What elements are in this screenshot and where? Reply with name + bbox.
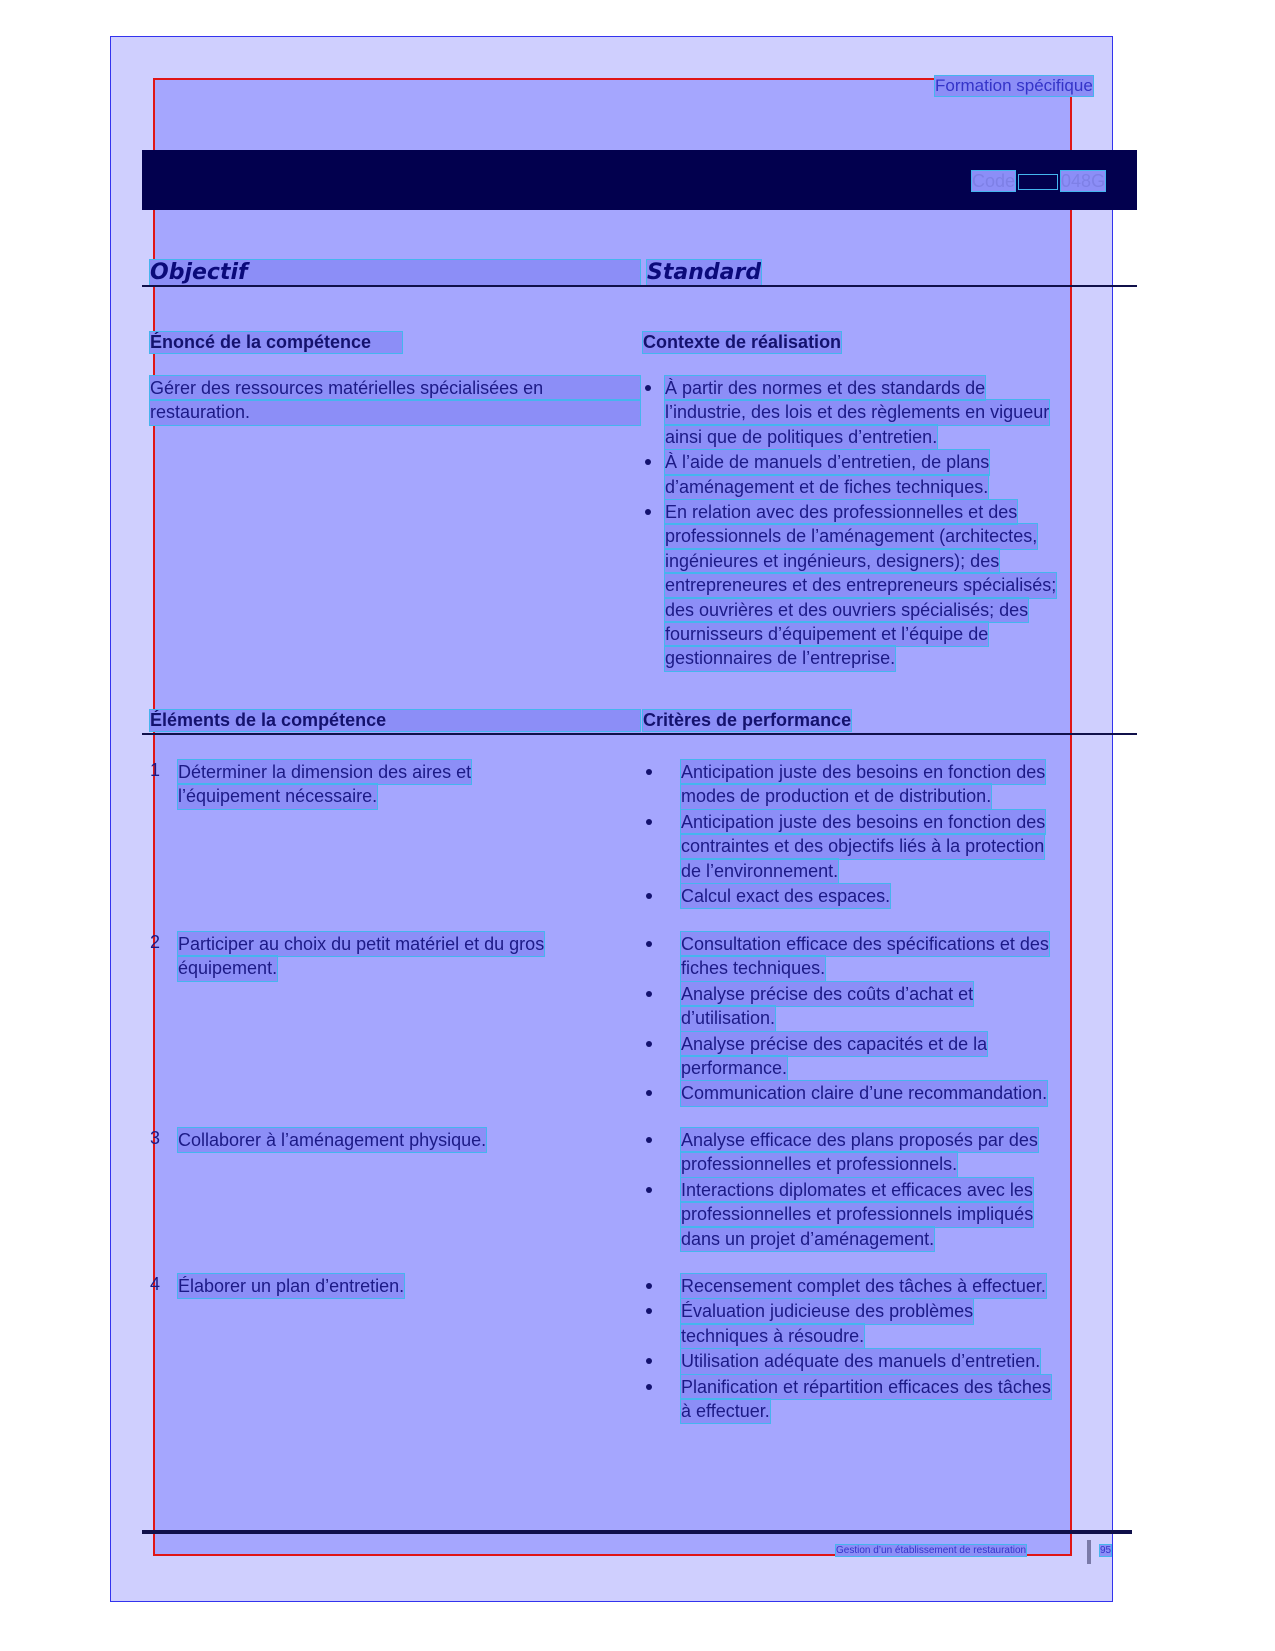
criteres-title: Critères de performance (643, 710, 852, 730)
element-line: Participer au choix du petit matériel et du gros (178, 932, 544, 956)
criterion-line: à effectuer. (681, 1399, 770, 1423)
criterion-line: d’utilisation. (681, 1006, 775, 1030)
criteria-list (643, 932, 1113, 1107)
contexte-line: fournisseurs d’équipement et l’équipe de (665, 622, 988, 646)
contexte-title: Contexte de réalisation (643, 332, 842, 352)
criterion-line: Communication claire d’une recommandation. (681, 1081, 1047, 1105)
criterion-line: Évaluation judicieuse des problèmes (681, 1299, 973, 1323)
bullet-icon (646, 991, 652, 997)
criterion-line: performance. (681, 1056, 787, 1080)
bullet-icon (646, 893, 652, 899)
criterion-item (643, 1178, 1113, 1251)
element-number: 2 (150, 932, 161, 952)
criterion-item (643, 1032, 1113, 1081)
contexte-line: ingénieures et ingénieurs, designers); des (665, 549, 999, 573)
bullet-icon (646, 1041, 652, 1047)
element-line: Collaborer à l’aménagement physique. (178, 1128, 486, 1152)
element-line: Élaborer un plan d’entretien. (178, 1274, 404, 1298)
contexte-item (643, 500, 1113, 671)
contexte-line: d’aménagement et de fiches techniques. (665, 475, 988, 499)
element-text (178, 1274, 640, 1298)
criterion-line: techniques à résoudre. (681, 1324, 864, 1348)
enonce-title: Énoncé de la compétence (150, 332, 402, 353)
element-line: l’équipement nécessaire. (178, 784, 377, 808)
element-line: équipement. (178, 956, 277, 980)
element-text (178, 760, 640, 809)
criterion-line: Anticipation juste des besoins en fonction des (681, 760, 1045, 784)
heading-standard: Standard (647, 260, 762, 285)
enonce-text (150, 376, 640, 425)
criterion-line: dans un projet d’aménagement. (681, 1227, 934, 1251)
criterion-item (643, 1299, 1113, 1348)
criterion-line: contraintes et des objectifs liés à la protection (681, 834, 1044, 858)
code-value: 048G (1061, 171, 1106, 191)
contexte-line: entrepreneures et des entrepreneurs spécialisés; (665, 573, 1056, 597)
bullet-icon (646, 1283, 652, 1289)
bullet-icon (645, 385, 651, 391)
element-number: 1 (150, 760, 161, 780)
enonce-line: Gérer des ressources matérielles spécialisées en (150, 376, 640, 400)
criterion-line: Recensement complet des tâches à effectuer. (681, 1274, 1046, 1298)
element-number: 4 (150, 1274, 161, 1294)
bullet-icon (646, 1308, 652, 1314)
criterion-line: Anticipation juste des besoins en fonction des (681, 810, 1045, 834)
criterion-line: Analyse précise des coûts d’achat et (681, 982, 973, 1006)
contexte-line: À l’aide de manuels d’entretien, de plans (665, 450, 989, 474)
section-title: Formation spécifique (935, 76, 1093, 95)
code-label-text: Code (972, 171, 1016, 191)
criteria-list (643, 1128, 1113, 1252)
criteria-list (643, 760, 1113, 909)
criteria-list (643, 1274, 1113, 1424)
criterion-item (643, 1128, 1113, 1177)
criterion-item (643, 1349, 1113, 1373)
criterion-line: Utilisation adéquate des manuels d’entretien. (681, 1349, 1040, 1373)
contexte-item (643, 376, 1113, 449)
criterion-line: professionnelles et professionnels impliqués (681, 1202, 1033, 1226)
contexte-list (643, 376, 1113, 672)
divider-elements (142, 733, 1137, 735)
criterion-line: Analyse efficace des plans proposés par des (681, 1128, 1038, 1152)
footer-program: Gestion d’un établissement de restauration (836, 1545, 1027, 1556)
bullet-icon (646, 941, 652, 947)
criterion-item (643, 1375, 1113, 1424)
criterion-item (643, 932, 1113, 981)
page-number: 95 (1100, 1545, 1112, 1556)
contexte-line: professionnels de l’aménagement (architectes, (665, 524, 1037, 548)
criterion-line: fiches techniques. (681, 956, 825, 980)
bullet-icon (646, 1187, 652, 1193)
contexte-line: l’industrie, des lois et des règlements en vigueur (665, 400, 1049, 424)
bullet-icon (646, 1384, 652, 1390)
bullet-icon (645, 459, 651, 465)
criterion-line: professionnelles et professionnels. (681, 1152, 957, 1176)
element-text (178, 1128, 640, 1152)
contexte-line: gestionnaires de l’entreprise. (665, 646, 895, 670)
bullet-icon (646, 819, 652, 825)
bullet-icon (646, 1137, 652, 1143)
criterion-item (643, 982, 1113, 1031)
criterion-line: Calcul exact des espaces. (681, 884, 890, 908)
criterion-line: Planification et répartition efficaces des tâches (681, 1375, 1051, 1399)
enonce-line: restauration. (150, 400, 640, 424)
bullet-icon (646, 1358, 652, 1364)
criterion-line: Consultation efficace des spécifications et des (681, 932, 1049, 956)
code-placeholder (1019, 175, 1057, 189)
criterion-item (643, 810, 1113, 883)
criterion-item (643, 884, 1113, 908)
element-number: 3 (150, 1128, 161, 1148)
code-label (972, 171, 1105, 192)
criterion-item (643, 760, 1113, 809)
contexte-line: ainsi que de politiques d’entretien. (665, 425, 937, 449)
contexte-item (643, 450, 1113, 499)
footer-separator (1087, 1540, 1091, 1564)
criterion-line: modes de production et de distribution. (681, 784, 991, 808)
criterion-line: de l’environnement. (681, 859, 838, 883)
criterion-line: Interactions diplomates et efficaces avec les (681, 1178, 1033, 1202)
elements-title: Éléments de la compétence (150, 710, 640, 731)
heading-objectif: Objectif (150, 260, 640, 285)
divider-top (142, 285, 1137, 287)
element-text (178, 932, 640, 981)
bullet-icon (645, 509, 651, 515)
bullet-icon (646, 769, 652, 775)
footer-rule (142, 1530, 1132, 1534)
criterion-item (643, 1274, 1113, 1298)
criterion-item (643, 1081, 1113, 1105)
contexte-line: À partir des normes et des standards de (665, 376, 985, 400)
criterion-line: Analyse précise des capacités et de la (681, 1032, 987, 1056)
contexte-line: des ouvrières et des ouvriers spécialisés; des (665, 598, 1028, 622)
element-line: Déterminer la dimension des aires et (178, 760, 471, 784)
contexte-line: En relation avec des professionnelles et des (665, 500, 1017, 524)
bullet-icon (646, 1090, 652, 1096)
